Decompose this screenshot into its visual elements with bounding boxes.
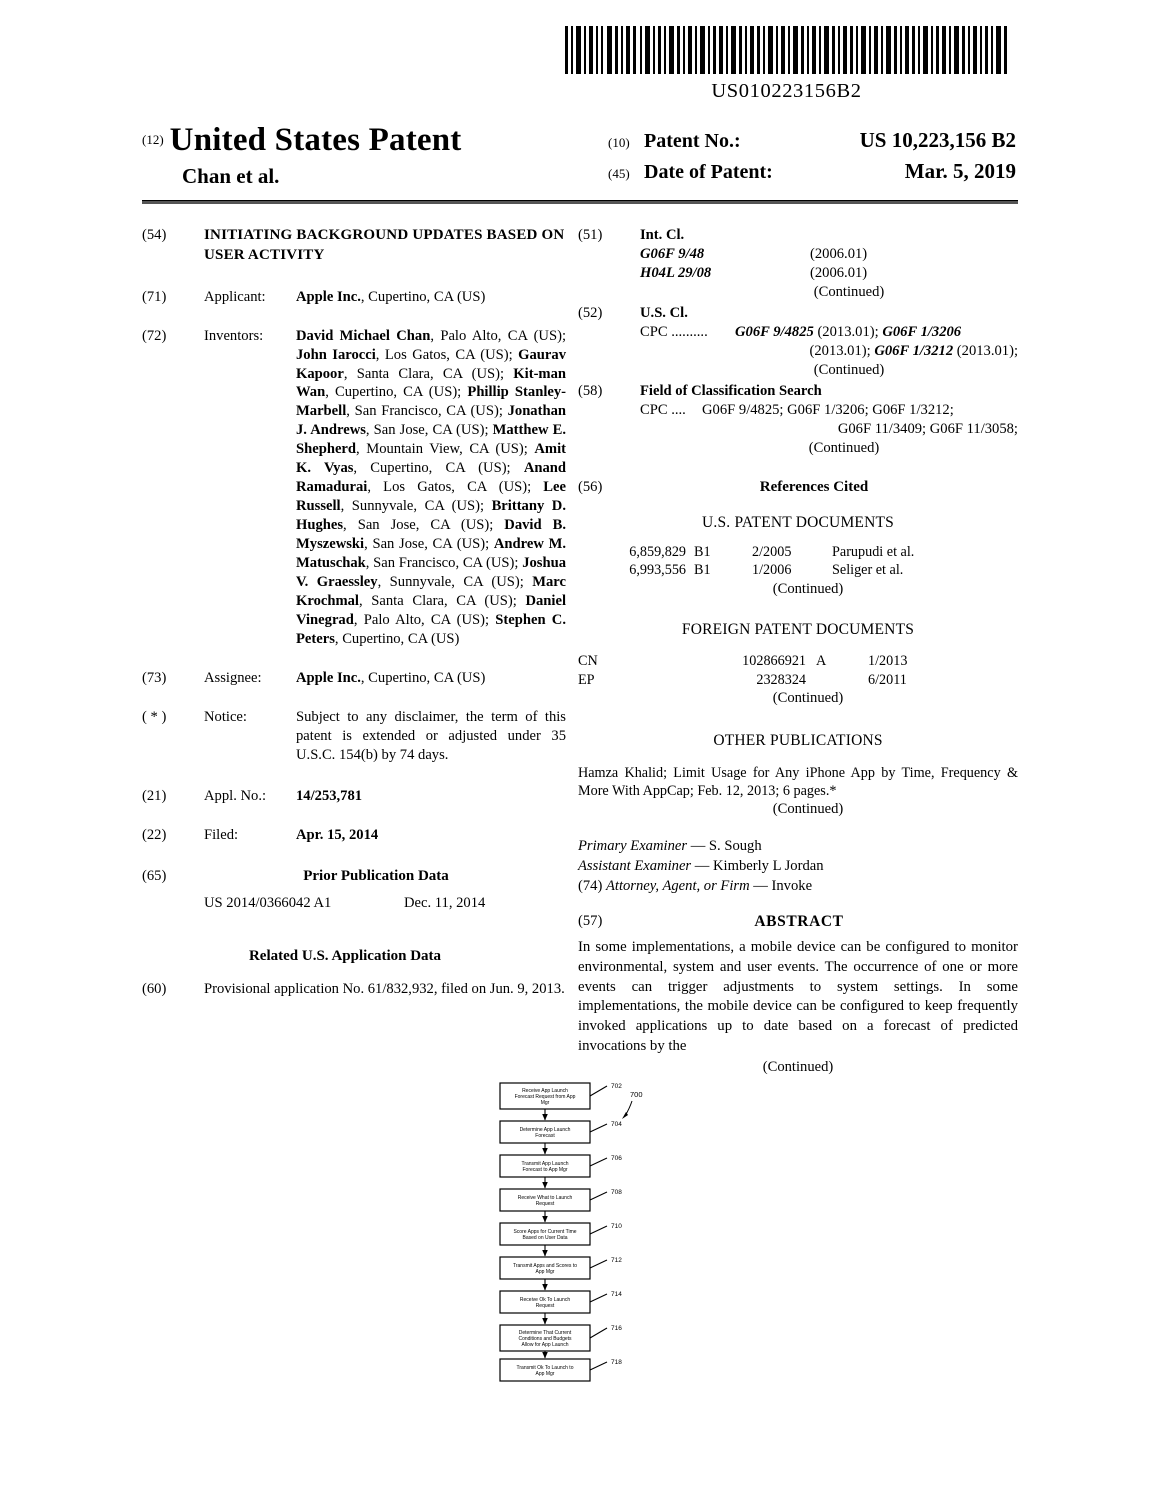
code-12: (12) [142,132,164,147]
date-of-patent-label: Date of Patent: [644,161,773,183]
filed-date: Apr. 15, 2014 [296,826,379,843]
us-docs-continued: (Continued) [772,580,844,597]
table-row [578,671,1018,689]
field-applicant [142,288,566,307]
ref-kind: B1 [694,562,711,579]
field-prior-publication [142,867,566,887]
patent-number-row [608,128,1018,153]
field-classification-search [578,382,1018,458]
assistant-examiner-row [578,857,1018,877]
page-title: United States Patent [169,122,462,158]
figure-flowchart [470,1075,700,1415]
attorney-label: Attorney, Agent, or Firm [605,877,750,894]
us-cl-lead: CPC .......... [640,323,708,340]
examiner-block [578,837,1018,896]
focs-line2: G06F 11/3409; G06F 11/3058; [837,420,1018,437]
flow-step-label: App Mgr [535,1371,555,1378]
field-inventors [142,327,566,649]
flow-step-label: Forecast [535,1133,555,1140]
primary-examiner-value: — S. Sough [690,838,762,855]
focs-row [640,401,1018,420]
field-code-22: (22) [142,826,167,843]
ref-kind: B1 [694,544,711,561]
field-code-65: (65) [142,867,167,884]
field-code-asterisk: ( * ) [142,709,167,725]
foreign-date: 6/2011 [868,671,907,688]
focs-continued: (Continued) [808,439,880,456]
flow-ref-leader [590,1260,607,1268]
appl-no-value [296,787,566,806]
us-cl-line1: G06F 9/4825 (2013.01); G06F 1/3206 [735,323,962,340]
assistant-examiner-label: Assistant Examiner [578,858,692,874]
field-filed [142,826,566,845]
abstract-continued: (Continued) [762,1059,834,1076]
field-appl-no [142,787,566,806]
ref-assignee: Seliger et al. [832,562,904,579]
patent-title-row [142,122,592,159]
right-column [578,226,1018,1077]
foreign-kind: A [816,653,827,670]
assignee-label: Assignee: [204,670,262,687]
us-patent-documents-table [578,543,1018,598]
primary-examiner-row [578,837,1018,857]
flow-ref-leader [590,1328,607,1338]
foreign-number: 2328324 [756,671,806,688]
notice-text: Subject to any disclaimer, the term of this patent is extended or adjusted under 35 U.S.C. 154(b) by 74 days. [296,709,566,763]
field-references-cited [578,478,1018,498]
prior-publication-heading: Prior Publication Data [303,867,449,884]
prior-publication-row [142,894,566,913]
int-cl-row [640,264,1018,283]
flow-ref-leader [590,1226,607,1234]
foreign-docs-continued: (Continued) [772,689,844,706]
focs-lead: CPC .... [640,401,686,418]
flow-step-label: Forecast to App Mgr [522,1167,568,1174]
notice-label: Notice: [204,709,247,725]
patent-number-value: US 10,223,156 B2 [859,128,1016,152]
field-code-73: (73) [142,670,167,687]
flow-step-label: Conditions and Budgets [518,1336,572,1342]
filed-label: Filed: [204,826,239,843]
flow-step-label: Determine That Current [518,1329,572,1336]
int-cl-label: Int. Cl. [640,227,685,243]
date-of-patent-row [608,159,1018,184]
inventors-label: Inventors: [204,327,264,344]
flow-step-label: App Mgr [535,1269,555,1276]
flow-step-label: Forecast Request from App [514,1094,576,1100]
field-title [142,226,566,266]
applicant-name: Apple Inc. [296,288,361,305]
us-cl-continued: (Continued) [813,361,885,378]
barcode-number: US010223156B2 [711,80,862,102]
field-code-52: (52) [578,304,603,321]
flow-ref-leader [590,1158,607,1166]
applicant-label: Applicant: [204,288,266,305]
us-cl-block [640,304,1018,380]
foreign-country: CN [578,653,598,670]
field-code-51: (51) [578,227,603,243]
appl-no-text: 14/253,781 [296,787,363,804]
assignee-address: , Cupertino, CA (US) [360,670,486,687]
us-cl-label: U.S. Cl. [640,304,688,321]
filed-value [296,826,566,845]
flow-step-label: Transmit App Launch [521,1160,569,1167]
other-publications-entry: Hamza Khalid; Limit Usage for Any iPhone App by Time, Frequency & More With AppCap; Feb. 12, 2013; 6 pages.* [578,764,1018,800]
code-10: (10) [608,135,630,150]
patent-header-left [142,122,592,189]
int-cl-continued: (Continued) [813,283,885,300]
field-code-54: (54) [142,227,167,243]
primary-examiner-label: Primary Examiner [578,838,688,855]
code-45: (45) [608,166,630,181]
flow-ref-number: 710 [611,1223,622,1230]
flow-ref-leader [590,1294,607,1302]
flow-ref-leader [590,1086,607,1096]
flow-step-label: Score Apps for Current Time [513,1228,577,1235]
int-cl-date: (2006.01) [810,264,868,281]
patent-header [142,122,1018,200]
field-code-58: (58) [578,382,603,399]
flow-step-label: Request [535,1303,555,1310]
first-inventor-line: Chan et al. [182,164,280,188]
patent-number-label: Patent No.: [644,130,741,152]
foreign-date: 1/2013 [868,653,908,670]
flow-step-label: Mgr [540,1100,550,1107]
prior-publication-date: Dec. 11, 2014 [404,895,486,912]
int-cl-row [640,245,1018,264]
references-cited-heading: References Cited [759,478,869,495]
field-code-56: (56) [578,478,603,495]
flow-step-label: Receive App Launch [522,1087,568,1094]
field-us-cl [578,304,1018,380]
field-related-60 [142,980,566,999]
other-publications-heading: OTHER PUBLICATIONS [713,732,883,750]
int-cl-date: (2006.01) [810,245,868,262]
flowchart-svg [470,1075,700,1415]
field-code-74: (74) [578,877,603,894]
us-cl-row [640,323,1018,342]
related-application-heading: Related U.S. Application Data [248,948,442,965]
attorney-row [578,877,1018,897]
flow-ref-number: 714 [611,1291,622,1298]
applicant-address: , Cupertino, CA (US) [360,288,486,305]
flow-step-label: Allow for App Launch [521,1342,569,1349]
ref-number: 6,859,829 [629,544,686,561]
prior-publication-number: US 2014/0366042 A1 [204,895,332,912]
flow-step-label: Receive Ok To Launch [519,1296,571,1303]
field-code-60: (60) [142,980,167,997]
flow-ref-number: 712 [611,1257,622,1264]
field-code-21: (21) [142,787,167,804]
barcode-block [563,26,1010,103]
int-cl-code: G06F 9/48 [640,245,705,262]
barcode-image [563,26,1010,74]
date-of-patent-value: Mar. 5, 2019 [904,159,1016,183]
field-assignee [142,669,566,688]
flow-ref-number: 716 [611,1325,622,1332]
flow-step-label: Transmit Ok To Launch to [516,1364,574,1371]
focs-label: Field of Classification Search [640,382,822,399]
ref-number: 6,993,556 [629,562,686,579]
flow-ref-leader [590,1124,607,1132]
flow-step-label: Transmit Apps and Scores to [512,1262,578,1269]
abstract-heading: ABSTRACT [754,913,844,931]
field-code-57: (57) [578,913,603,930]
us-patent-documents-heading: U.S. PATENT DOCUMENTS [702,514,894,532]
foreign-patent-documents-table [578,652,1018,707]
table-row [578,543,1018,561]
focs-block [640,382,1018,458]
us-cl-line2: (2013.01); G06F 1/3212 (2013.01); [809,342,1018,359]
foreign-number: 102866921 [742,653,806,670]
foreign-kind [806,671,850,689]
flow-ref-number: 706 [611,1155,622,1162]
header-divider [142,200,1018,204]
inventors-list: David Michael Chan, Palo Alto, CA (US); John Iarocci, Los Gatos, CA (US); Gaurav Kapoor, Santa Clara, CA (US); Kit-man Wan, Cupertino, CA (US); Phillip Stanley-Marbell, San Francisco, CA (US); Jonathan J. Andrews, San Jose, CA (US); Matthew E. Shepherd, Mountain View, CA (US); Amit K. Vyas, Cupertino, CA (US); Anand Ramadurai, Los Gatos, CA (US); Lee Russell, Sunnyvale, CA (US); Brittany D. Hughes, San Jose, CA (US); David B. Myszewski, San Jose, CA (US); Andrew M. Matuschak, San Francisco, CA (US); Joshua V. Graessley, Sunnyvale, CA (US); Marc Krochmal, Santa Clara, CA (US); Daniel Vinegrad, Palo Alto, CA (US); Stephen C. Peters, Cupertino, CA (US) [296,327,567,648]
table-row [578,652,1018,670]
flow-ref-number: 704 [611,1121,622,1128]
figure-reference-label: 700 [630,1090,643,1099]
flow-ref-number: 718 [611,1359,622,1366]
focs-line1: G06F 9/4825; G06F 1/3206; G06F 1/3212; [702,401,954,418]
abstract-heading-row [578,912,1018,932]
attorney-value: — Invoke [753,877,813,894]
ref-assignee: Parupudi et al. [832,544,915,561]
field-code-72: (72) [142,327,167,344]
field-int-cl [578,226,1018,302]
flow-ref-number: 708 [611,1189,622,1196]
related-application-text: Provisional application No. 61/832,932, filed on Jun. 9, 2013. [204,980,565,997]
invention-title: INITIATING BACKGROUND UPDATES BASED ON USER ACTIVITY [204,227,565,263]
flow-ref-number: 702 [611,1083,622,1090]
ref-date: 1/2006 [752,562,792,579]
foreign-patent-documents-heading: FOREIGN PATENT DOCUMENTS [681,621,915,639]
flow-step-label: Determine App Launch [519,1126,571,1133]
field-code-71: (71) [142,288,167,305]
flow-ref-leader [590,1362,607,1370]
assistant-examiner-value: — Kimberly L Jordan [694,858,824,874]
flow-step-label: Request [535,1201,555,1208]
appl-no-label: Appl. No.: [204,787,267,804]
other-pubs-continued: (Continued) [772,801,844,818]
flow-step-label: Receive What to Launch [517,1194,573,1201]
abstract-text: In some implementations, a mobile device can be configured to monitor environmental, system and user events. The occurrence of one or more events can trigger adjustments to system settings. In some implementations, the mobile device can be configured to keep frequently invoked applications up to date based on a forecast of predicted invocations by the [578,939,1018,1054]
applicant-value [296,288,566,307]
assignee-name: Apple Inc. [296,670,361,687]
field-notice [142,708,566,765]
left-column [142,226,566,1012]
ref-date: 2/2005 [752,544,792,561]
patent-header-right [608,128,1018,190]
int-cl-block [640,226,1018,302]
int-cl-code: H04L 29/08 [640,264,712,281]
foreign-country: EP [578,671,595,688]
flow-ref-leader [590,1192,607,1200]
table-row [578,561,1018,579]
flow-step-label: Based on User Data [522,1235,568,1242]
assignee-value [296,669,566,688]
